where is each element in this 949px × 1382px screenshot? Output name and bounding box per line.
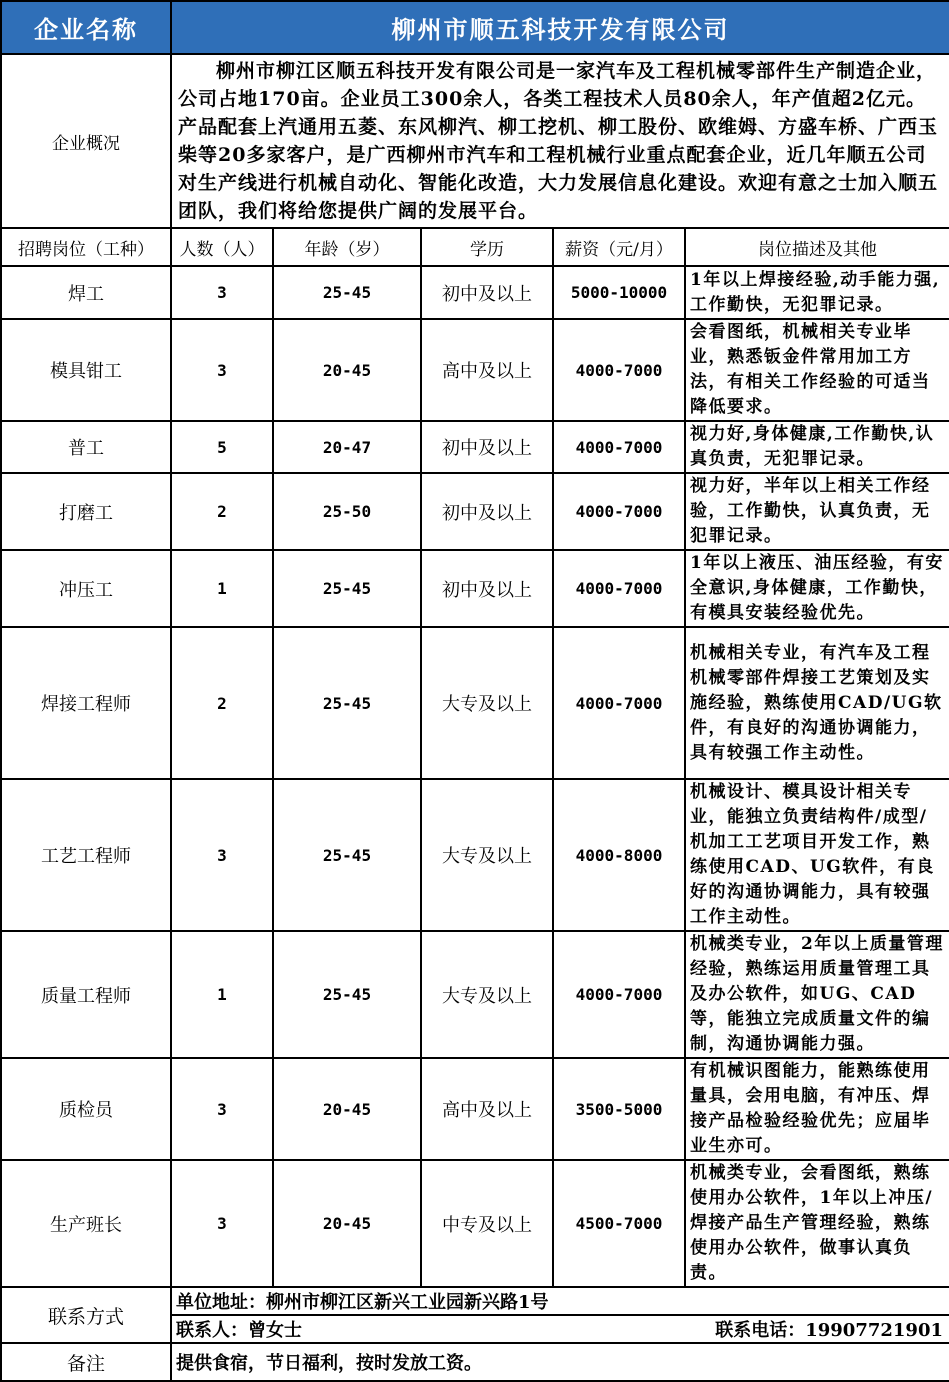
job-education: 初中及以上 xyxy=(421,421,553,473)
job-salary: 4000-7000 xyxy=(553,421,685,473)
job-salary: 4000-7000 xyxy=(553,473,685,550)
job-education: 大专及以上 xyxy=(421,931,553,1058)
job-row xyxy=(1,266,949,319)
job-row xyxy=(1,319,949,421)
job-count: 3 xyxy=(171,1058,273,1160)
job-age: 25-50 xyxy=(273,473,421,550)
note-row xyxy=(1,1343,949,1381)
job-position: 质检员 xyxy=(1,1058,171,1160)
overview-text: 柳州市柳江区顺五科技开发有限公司是一家汽车及工程机械零部件生产制造企业，公司占地170亩。企业员工300余人，各类工程技术人员80余人，年产值超2亿元。产品配套上汽通用五菱、东风柳汽、柳工挖机、柳工股份、欧维姆、方盛车桥、广西玉柴等20多家客户，是广西柳州市汽车和工程机械行业重点配套企业，近几年顺五公司对生产线进行机械自动化、智能化改造，大力发展信息化建设。欢迎有意之士加入顺五团队，我们将给您提供广阔的发展平台。 xyxy=(171,54,949,228)
job-count: 1 xyxy=(171,550,273,627)
company-name: 柳州市顺五科技开发有限公司 xyxy=(171,1,949,54)
contact-person: 联系人：曾女士 xyxy=(176,1320,302,1341)
job-education: 高中及以上 xyxy=(421,1058,553,1160)
job-count: 3 xyxy=(171,779,273,931)
job-education: 初中及以上 xyxy=(421,266,553,319)
job-salary: 4000-8000 xyxy=(553,779,685,931)
note-label: 备注 xyxy=(1,1343,171,1381)
job-position: 焊工 xyxy=(1,266,171,319)
contact-address: 单位地址：柳州市柳江区新兴工业园新兴路1号 xyxy=(171,1287,949,1315)
job-education: 高中及以上 xyxy=(421,319,553,421)
job-salary: 5000-10000 xyxy=(553,266,685,319)
job-count: 5 xyxy=(171,421,273,473)
job-age: 25-45 xyxy=(273,550,421,627)
col-position: 招聘岗位（工种） xyxy=(1,228,171,266)
job-count: 2 xyxy=(171,627,273,779)
job-position: 工艺工程师 xyxy=(1,779,171,931)
job-position: 普工 xyxy=(1,421,171,473)
job-description: 机械类专业，会看图纸，熟练使用办公软件，1年以上冲压/焊接产品生产管理经验，熟练使用办公软件，做事认真负责。 xyxy=(685,1160,949,1287)
job-row xyxy=(1,1058,949,1160)
job-salary: 3500-5000 xyxy=(553,1058,685,1160)
overview-label: 企业概况 xyxy=(1,54,171,228)
job-salary: 4500-7000 xyxy=(553,1160,685,1287)
job-age: 20-45 xyxy=(273,1160,421,1287)
job-age: 25-45 xyxy=(273,266,421,319)
company-name-label: 企业名称 xyxy=(1,1,171,54)
job-row xyxy=(1,1160,949,1287)
job-description: 机械类专业，2年以上质量管理经验，熟练运用质量管理工具及办公软件，如UG、CAD等，能独立完成质量文件的编制，沟通协调能力强。 xyxy=(685,931,949,1058)
col-description: 岗位描述及其他 xyxy=(685,228,949,266)
job-age: 20-47 xyxy=(273,421,421,473)
job-age: 25-45 xyxy=(273,931,421,1058)
job-education: 初中及以上 xyxy=(421,473,553,550)
job-row xyxy=(1,421,949,473)
job-education: 初中及以上 xyxy=(421,550,553,627)
job-salary: 4000-7000 xyxy=(553,319,685,421)
job-position: 质量工程师 xyxy=(1,931,171,1058)
job-education: 大专及以上 xyxy=(421,627,553,779)
contact-row-address xyxy=(1,1287,949,1315)
job-position: 模具钳工 xyxy=(1,319,171,421)
job-age: 20-45 xyxy=(273,1058,421,1160)
col-salary: 薪资（元/月） xyxy=(553,228,685,266)
job-row xyxy=(1,550,949,627)
column-header-row xyxy=(1,228,949,266)
job-salary: 4000-7000 xyxy=(553,550,685,627)
job-description: 机械设计、模具设计相关专业，能独立负责结构件/成型/机加工工艺项目开发工作，熟练使用CAD、UG软件，有良好的沟通协调能力，具有较强工作主动性。 xyxy=(685,779,949,931)
job-row xyxy=(1,627,949,779)
job-education: 大专及以上 xyxy=(421,779,553,931)
job-description: 有机械识图能力，能熟练使用量具，会用电脑，有冲压、焊接产品检验经验优先；应届毕业生亦可。 xyxy=(685,1058,949,1160)
note-text: 提供食宿，节日福利，按时发放工资。 xyxy=(171,1343,949,1381)
col-count: 人数（人） xyxy=(171,228,273,266)
job-description: 视力好，半年以上相关工作经验，工作勤快，认真负责，无犯罪记录。 xyxy=(685,473,949,550)
contact-phone: 联系电话：19907721901 xyxy=(715,1320,943,1341)
col-education: 学历 xyxy=(421,228,553,266)
job-row xyxy=(1,931,949,1058)
col-age: 年龄（岁） xyxy=(273,228,421,266)
job-education: 中专及以上 xyxy=(421,1160,553,1287)
job-count: 3 xyxy=(171,266,273,319)
job-row xyxy=(1,779,949,931)
job-age: 20-45 xyxy=(273,319,421,421)
job-description: 1年以上焊接经验,动手能力强,工作勤快，无犯罪记录。 xyxy=(685,266,949,319)
job-age: 25-45 xyxy=(273,779,421,931)
job-count: 3 xyxy=(171,319,273,421)
job-position: 焊接工程师 xyxy=(1,627,171,779)
job-position: 打磨工 xyxy=(1,473,171,550)
job-count: 1 xyxy=(171,931,273,1058)
job-position: 生产班长 xyxy=(1,1160,171,1287)
job-count: 3 xyxy=(171,1160,273,1287)
job-description: 会看图纸，机械相关专业毕业，熟悉钣金件常用加工方法，有相关工作经验的可适当降低要求。 xyxy=(685,319,949,421)
company-header-row xyxy=(1,1,949,54)
job-position: 冲压工 xyxy=(1,550,171,627)
overview-row xyxy=(1,54,949,228)
job-description: 1年以上液压、油压经验，有安全意识,身体健康，工作勤快，有模具安装经验优先。 xyxy=(685,550,949,627)
job-age: 25-45 xyxy=(273,627,421,779)
job-description: 视力好,身体健康,工作勤快,认真负责，无犯罪记录。 xyxy=(685,421,949,473)
job-row xyxy=(1,473,949,550)
job-salary: 4000-7000 xyxy=(553,931,685,1058)
job-count: 2 xyxy=(171,473,273,550)
job-salary: 4000-7000 xyxy=(553,627,685,779)
job-description: 机械相关专业，有汽车及工程机械零部件焊接工艺策划及实施经验，熟练使用CAD/UG软件，有良好的沟通协调能力，具有较强工作主动性。 xyxy=(685,627,949,779)
contact-label: 联系方式 xyxy=(1,1287,171,1343)
